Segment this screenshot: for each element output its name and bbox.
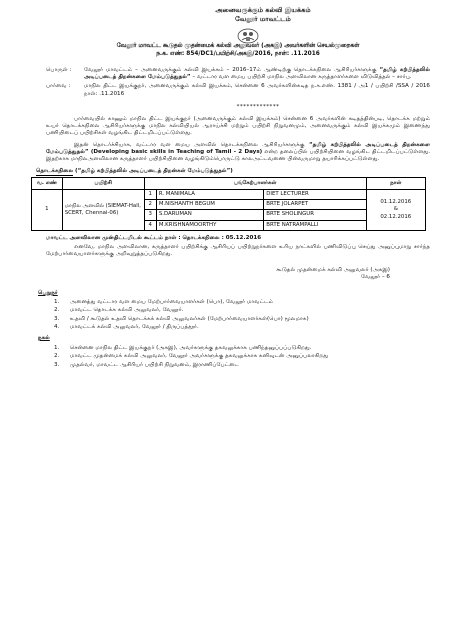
subject-text-bold: “தமிழ் கற்பித்தலில் அடிப்படைத் திறன்களை மேம்படுத்துதல்” [84, 66, 431, 81]
person-name: S.DARUMAN [156, 210, 263, 220]
person-number: 1 [144, 190, 156, 200]
list-item [54, 353, 430, 360]
date-start: 01.12.2016 [380, 199, 412, 206]
person-name: M.NISHANTH BEGUM [156, 200, 263, 210]
copy-list [54, 345, 430, 369]
list-item-text: மாவட்ட முதன்மைக் கல்வி அலுவலர், வேலூர் அவர்களுக்கு தகவலுக்காக கனிவுடன் அனுப்பலாகிறது [70, 353, 329, 360]
subject-label: பொருள் : [46, 66, 72, 73]
list-item [54, 345, 430, 352]
list-item [54, 316, 430, 323]
paragraph-2-d: என்ற தலைப்பில் பயிற்சியினை வழங்கிட திட்டமிடப்பட்டுள்ளது. இதற்காக மாநிலஅளவிலான கருத்தாளர் பயிற்சியினை வழங்கிடும்பொருட்டு காலஅட்டவணை பின்வருமாறு தயாரிக்கப்பட்டுள்ளது. [46, 149, 430, 163]
table-caption-label: தொடக்கநிலை [36, 167, 74, 174]
signature-title: கூடுதல் முதன்மைக் கல்வி அலுவலர் (அகஇ) [276, 266, 390, 273]
header-sno: வ. எண் [32, 178, 63, 190]
subject-text [84, 67, 430, 82]
subject-text-part2: – வட்டார வள மைய பயிற்சி மாநில அளவிலான கருத்தாளர்களை விடுவித்தல் – சார்பு. [190, 74, 412, 81]
list-item-text: முதல்வர், மாவட்ட ஆசிரியர் பயிற்சி நிறுவனம், இராணிப்பேட்டை [70, 361, 239, 368]
header-participants: பங்கேற்பாளர்கள் [144, 178, 366, 190]
paragraph-2 [46, 142, 430, 164]
date-end: 02.12.2016 [380, 213, 412, 220]
list-item-number: 3. [54, 315, 60, 322]
separator-stars: ************* [236, 104, 280, 111]
list-item-number: 4. [54, 324, 60, 331]
paragraph-3: எனவே, மாநில அளவிலான, கருத்தாளர் பயிற்சிக்கு ஆசிரியப் பயிற்றுநர்களை உரிய நாட்களில் பணிவிடுப்பு செய்து அனுப்புமாறு சார்ந்த மேற்பார்வையாளர்களுக்கு அறிவுறுத்தப்படுகிறது. [46, 244, 430, 258]
date-and: & [393, 206, 398, 213]
list-item-text: மாவட்டக் கல்வி அலுவலர், வேலூர் / திருப்பத்தூர். [70, 324, 199, 331]
list-item-number: 2. [54, 353, 60, 360]
list-item-number: 1. [54, 298, 60, 305]
reference-text: மாநில திட்ட இயக்குநர், அனைவருக்கும் கல்வி இயக்கம், சென்னை 6 அவர்களின்கடித ந.க.எண். 1381 / அ1 / பயிற்சி /SSA / 2016 நாள்: .11.2016 [84, 83, 430, 97]
copy-title: நகல் [38, 335, 50, 342]
proceedings-title: வேலூர் மாவட்ட கூடுதல் முதன்மைக் கல்வி அலுவலர் (அகஇ) அவர்களின் செயல்முறைகள் [116, 43, 360, 50]
list-item-text: அனைத்து வட்டார வள மைய மேற்பார்வையாளர்கள் (பொ), வேலூர் மாவட்டம் [70, 298, 274, 305]
list-item [54, 299, 430, 306]
reference-number: ந.க. எண்: 854/DC1/பயிற்சி/அகஇ/2016, நாள்: .11.2016 [156, 51, 320, 58]
reference-block [46, 83, 430, 98]
list-item [54, 362, 430, 369]
list-item-text: மாவட்ட தொடக்க கல்வி அலுவலர், வேலூர். [70, 307, 184, 314]
paragraph-2-a: இதன் தொடர்ச்சியாக, வட்டார வள மைய அளவில் தொடக்கநிலை ஆசிரியர்களுக்கு [74, 141, 309, 148]
person-role: BRTE JOLARPET [264, 200, 366, 210]
list-item [54, 307, 430, 314]
person-name: R. MANIMALA [156, 190, 263, 200]
person-number: 2 [144, 200, 156, 210]
subject-block [46, 67, 430, 82]
person-role: DIET LECTURER [264, 190, 366, 200]
meeting-date: மாவட்ட அளவிலான முன்திட்டமிடல் கூட்டம் நாள் : தொடக்கநிலை : 05.12.2016 [46, 234, 262, 241]
recipients-title: பெறுநர் [38, 289, 58, 296]
list-item [54, 324, 430, 331]
subject-text-part1: வேலூர் மாவட்டம் – அனைவருக்கும் கல்வி இயக்கம் – 2016–17ம் ஆண்டிற்கு தொடக்கநிலை ஆசிரியர்களுக்கு [84, 66, 380, 73]
cell-date [366, 190, 425, 231]
header-district: வேலூர் மாவட்டம் [235, 14, 291, 23]
person-name: M.KRISHNAMOORTHY [156, 220, 263, 230]
person-number: 4 [144, 220, 156, 230]
signature-place: வேலூர் – 6 [360, 274, 390, 281]
header-date: நாள் [366, 178, 425, 190]
paragraph-2-bold-tamil: “தமிழ் கற்பித்தலில் அடிப்படைத் திறன்களை மேம்படுத்துதல்” [46, 141, 430, 156]
person-number: 3 [144, 210, 156, 220]
list-item-number: 1. [54, 344, 60, 351]
list-item-text: உதவி / கூடுதல் உதவி தொடக்கக் கல்வி அலுவலர்கள் (மேற்பார்வையாளர்கள்(பொ) மூலமாக) [70, 315, 309, 322]
list-item-number: 2. [54, 307, 60, 314]
header-training: பயிற்சி [62, 178, 144, 190]
header-department: அனைவருக்கும் கல்வி இயக்கம் [215, 6, 311, 14]
schedule-table [31, 177, 426, 231]
cell-sno: 1 [32, 190, 63, 231]
cell-training: மாநில அளவில் (SIEMAT-Hall, SCERT, Chennai-06) [62, 190, 144, 231]
list-item-number: 3. [54, 361, 60, 368]
reference-label: பார்வை : [46, 83, 71, 90]
table-row [32, 190, 426, 200]
table-caption [36, 168, 430, 175]
table-caption-rest: (“தமிழ் கற்பித்தலில் அடிப்படைத் திறன்கள் மேம்படுத்துதல்”) [73, 167, 233, 174]
recipients-list [54, 299, 430, 332]
govt-emblem-icon [236, 26, 260, 44]
paragraph-2-bold-english: (Developing basic skills in Teaching of Tamil - 2 Days) [88, 149, 263, 156]
person-role: BRTE NATRAMPALLI [264, 220, 366, 230]
person-role: BRTE SHOLINGUR [264, 210, 366, 220]
table-header-row [32, 178, 426, 190]
paragraph-1: பார்வையில் காணும் மாநில திட்ட இயக்குநர் (அனைவருக்கும் கல்வி இயக்கம்) சென்னை 6 அவர்களின் கடிதத்தின்படி, தொடக்க மற்றும் உயர் தொடக்கநிலை ஆசிரியர்களுக்கு மாநில கல்வியியல் ஆராய்ச்சி மற்றும் பயிற்சி நிறுவனமும், அனைவருக்கும் கல்வி இயக்கமும் இணைந்து பணியிடைப் பயிற்சிகள் வழங்கிட திட்டமிடப்பட்டுள்ளது. [46, 115, 430, 137]
list-item-text: சென்னை மாநில திட்ட இயக்குநர் (அகஇ), அவர்களுக்கு தகவலுக்காக பணிந்தனுப்பப்படுகிறது. [70, 344, 312, 351]
